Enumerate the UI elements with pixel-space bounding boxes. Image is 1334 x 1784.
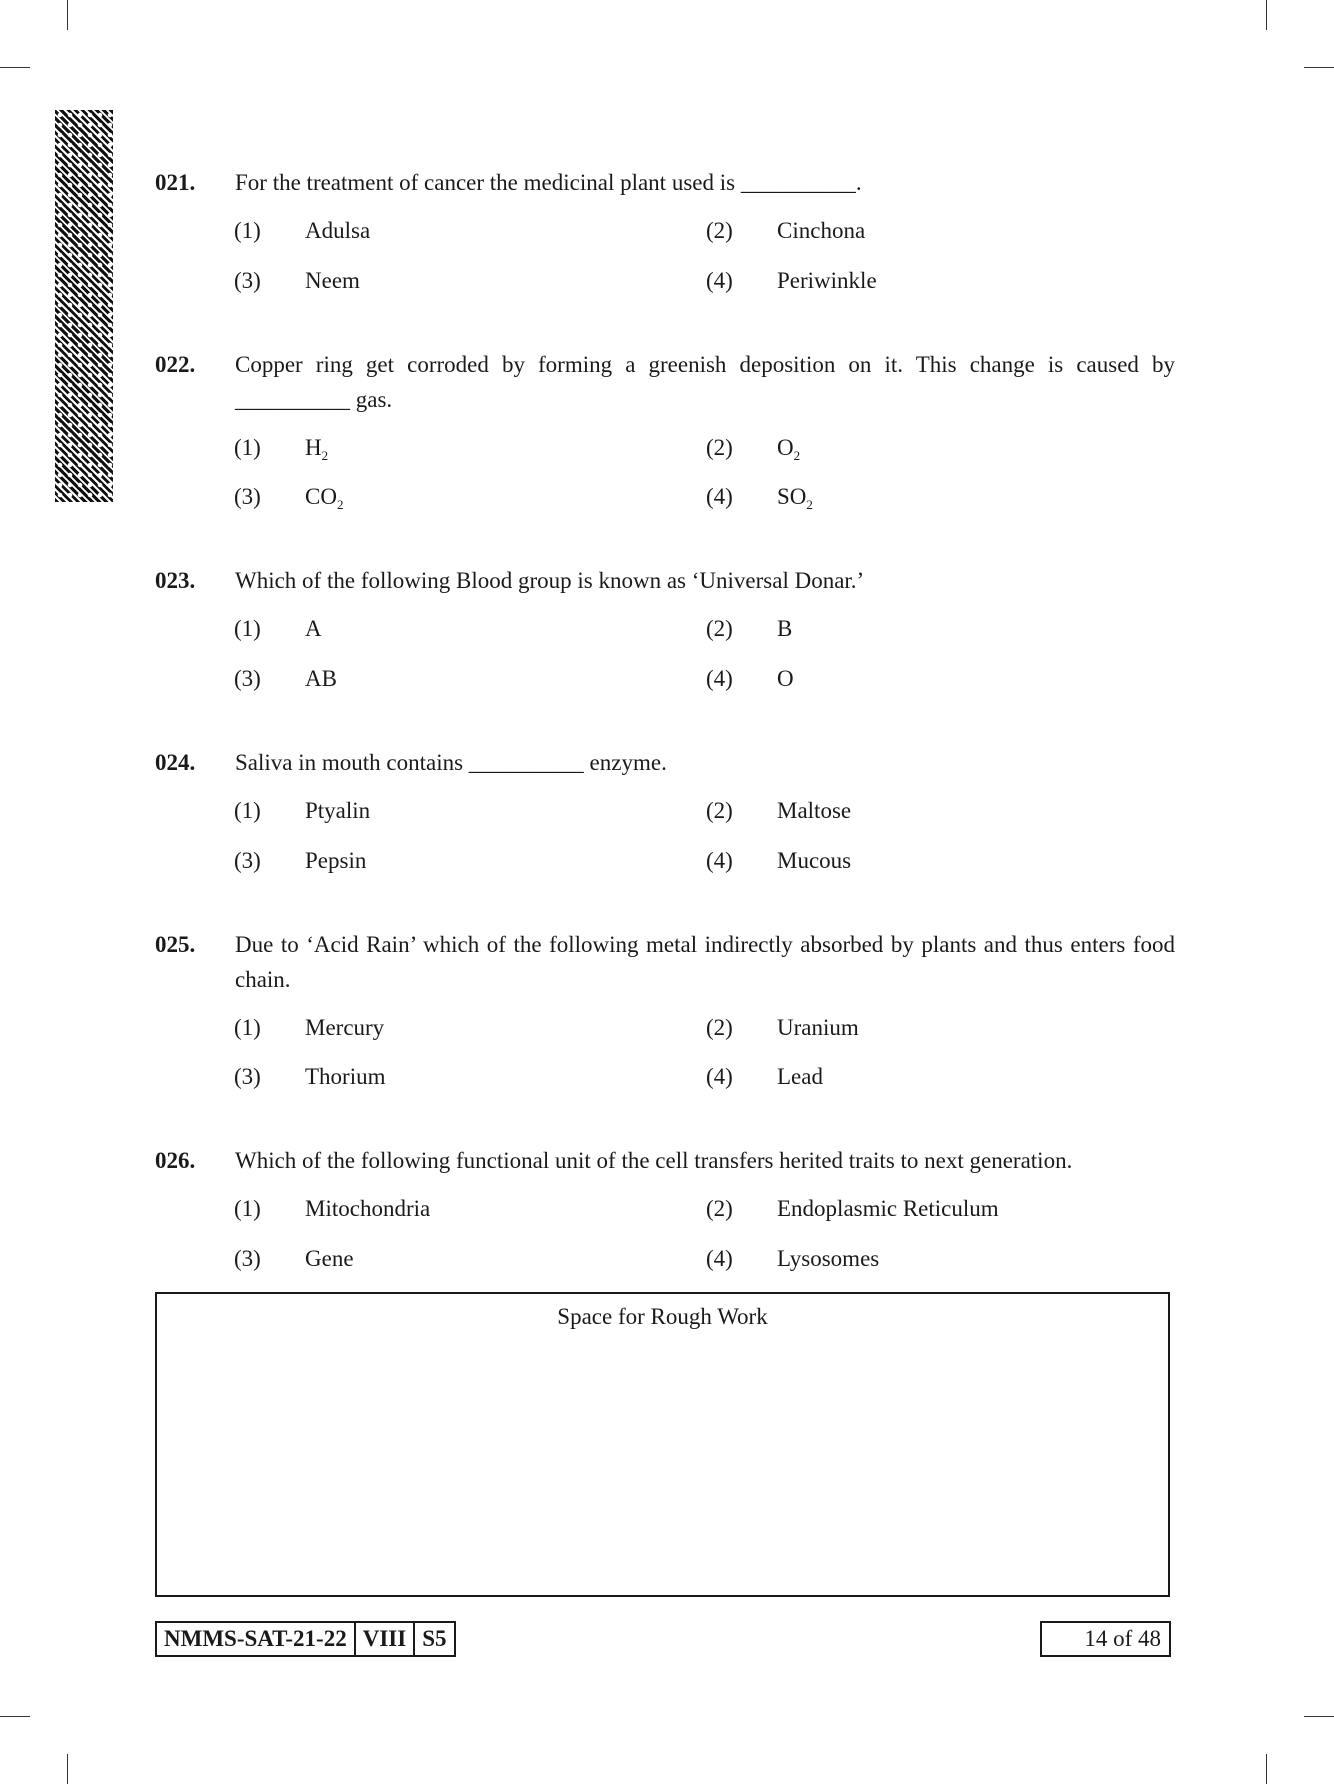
option-text: Mitochondria [305, 1196, 431, 1221]
option-text: Lead [777, 1064, 823, 1089]
option-number: (2) [706, 1015, 733, 1040]
option-text: Maltose [777, 798, 852, 823]
option-number: (1) [234, 1196, 261, 1221]
question-number: 026. [155, 1148, 196, 1173]
option-text: Thorium [305, 1064, 386, 1089]
crop-mark [0, 67, 30, 68]
question-text: Which of the following Blood group is known as ‘Universal Donar.’ [235, 568, 865, 593]
option-subscript: 2 [336, 497, 344, 512]
option-number: (3) [234, 1064, 261, 1089]
option-text: CO [305, 484, 337, 509]
option-number: (4) [706, 1064, 733, 1089]
rough-work-box [155, 1292, 1170, 1597]
option-text: Uranium [777, 1015, 859, 1040]
option-text: Neem [305, 268, 360, 293]
crop-mark [1266, 0, 1267, 30]
option-number: (3) [234, 1246, 261, 1271]
option-text: B [777, 616, 793, 641]
option-number: (2) [706, 1196, 733, 1221]
option-number: (1) [234, 218, 261, 243]
option-number: (2) [706, 435, 733, 460]
option-text: Gene [305, 1246, 354, 1271]
option-text: Adulsa [305, 218, 371, 243]
class-code: VIII [354, 1623, 413, 1655]
question-text: Saliva in mouth contains __________ enzyme. [235, 750, 667, 775]
option-number: (1) [234, 435, 261, 460]
option-number: (3) [234, 848, 261, 873]
crop-mark [1266, 1754, 1267, 1784]
option-number: (4) [706, 848, 733, 873]
option-text: O [777, 435, 794, 460]
option-number: (4) [706, 484, 733, 509]
option-text: Mucous [777, 848, 852, 873]
option-text: A [305, 616, 322, 641]
crop-mark [1304, 67, 1334, 68]
option-subscript: 2 [806, 497, 813, 512]
security-pattern [55, 110, 113, 502]
exam-code: NMMS-SAT-21-22 [164, 1626, 347, 1651]
question-text: Due to ‘Acid Rain’ which of the following metal indirectly absorbed by plants and thus enters food chain. [235, 932, 1175, 992]
question-text: Copper ring get corroded by forming a greenish deposition on it. This change is caused by __________ gas. [235, 352, 1175, 412]
option-text: Pepsin [305, 848, 367, 873]
option-text: AB [305, 666, 337, 691]
question-text: For the treatment of cancer the medicinal plant used is __________. [235, 170, 862, 195]
option-text: O [777, 666, 794, 691]
question-number: 023. [155, 568, 196, 593]
crop-mark [67, 1754, 68, 1784]
option-text: Lysosomes [777, 1246, 880, 1271]
option-number: (4) [706, 666, 733, 691]
option-text: H [305, 435, 322, 460]
paper-code [155, 1621, 456, 1657]
question-number: 021. [155, 170, 196, 195]
question-number: 022. [155, 352, 196, 377]
rough-work-title: Space for Rough Work [557, 1304, 768, 1329]
option-number: (3) [234, 484, 261, 509]
option-text: Cinchona [777, 218, 866, 243]
option-text: Mercury [305, 1015, 385, 1040]
option-subscript: 2 [793, 448, 801, 463]
option-number: (4) [706, 1246, 733, 1271]
option-subscript: 2 [321, 448, 329, 463]
option-text: SO [777, 484, 807, 509]
question-number: 024. [155, 750, 196, 775]
option-number: (2) [706, 616, 733, 641]
crop-mark [0, 1716, 30, 1717]
question-text: Which of the following functional unit of the cell transfers herited traits to next generation. [235, 1148, 1073, 1173]
option-text: Endoplasmic Reticulum [777, 1196, 999, 1221]
option-number: (2) [706, 218, 733, 243]
option-text: Periwinkle [777, 268, 877, 293]
option-number: (1) [234, 616, 261, 641]
page-number: 14 of 48 [1040, 1621, 1171, 1657]
option-number: (2) [706, 798, 733, 823]
option-number: (1) [234, 1015, 261, 1040]
option-number: (1) [234, 798, 261, 823]
crop-mark [1304, 1716, 1334, 1717]
crop-mark [67, 0, 68, 30]
set-code: S5 [413, 1623, 453, 1655]
question-number: 025. [155, 932, 196, 957]
option-number: (3) [234, 268, 261, 293]
option-number: (4) [706, 268, 733, 293]
option-number: (3) [234, 666, 261, 691]
option-text: Ptyalin [305, 798, 371, 823]
